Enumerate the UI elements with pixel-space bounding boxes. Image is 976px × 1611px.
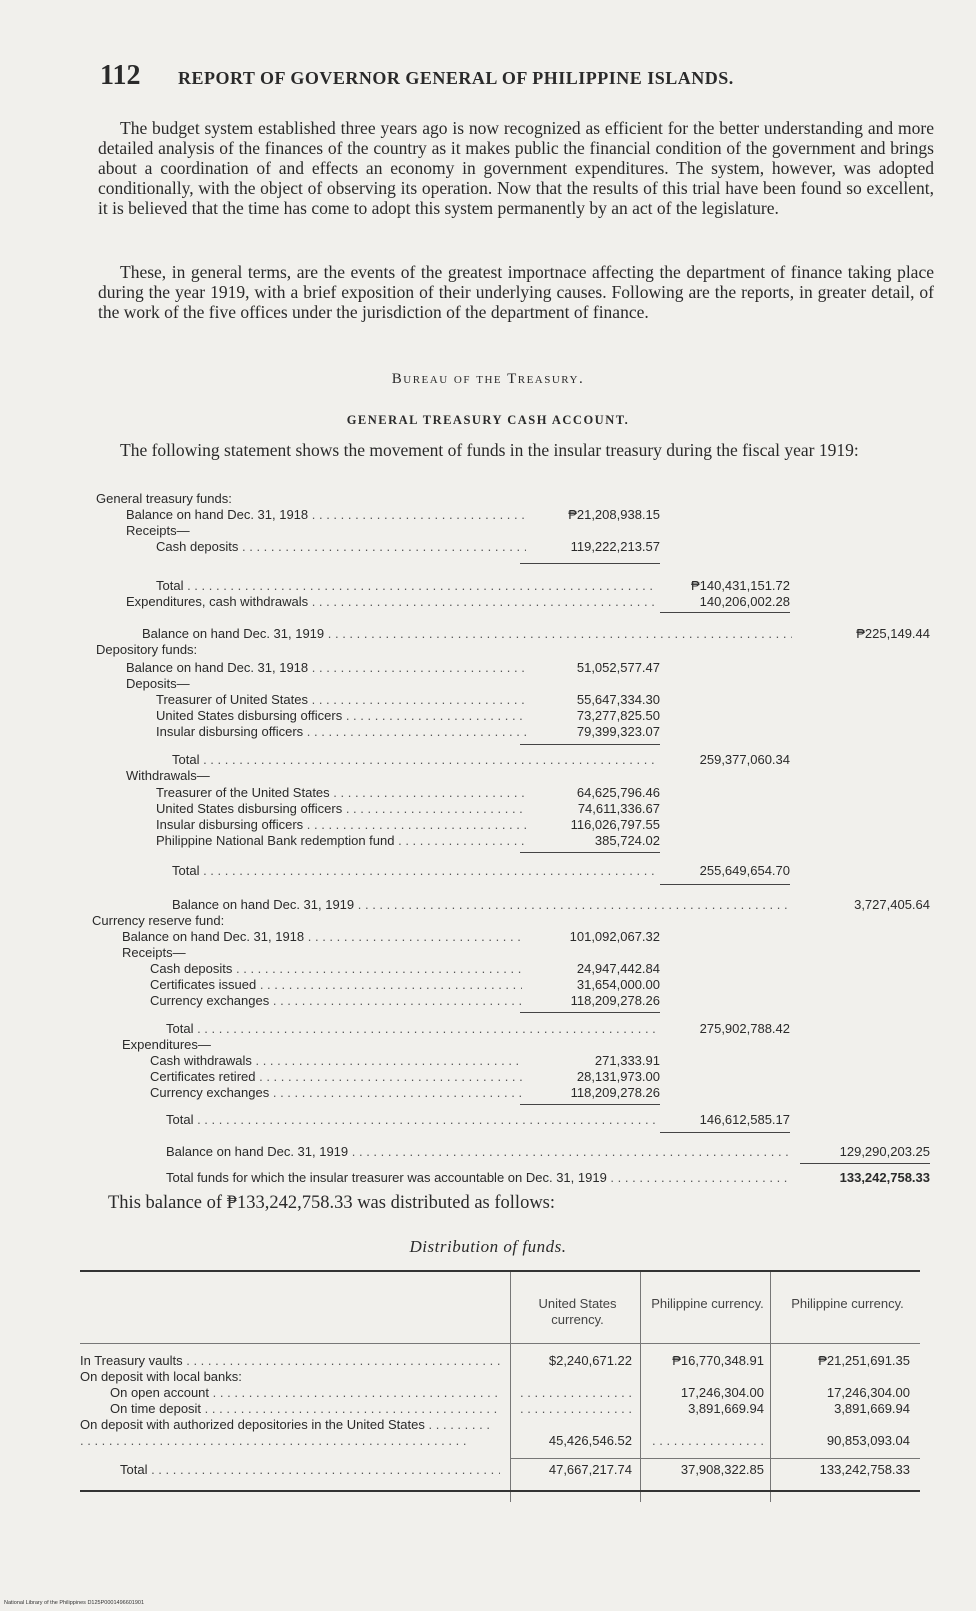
ledger-label: Certificates retired . . . bbox=[150, 1069, 522, 1084]
ledger-value: 259,377,060.34 bbox=[699, 752, 790, 767]
ledger-label: Cash deposits . . . bbox=[150, 961, 522, 976]
ledger-label: Balance on hand Dec. 31, 1918 . . . bbox=[126, 660, 526, 675]
ledger-label: Balance on hand Dec. 31, 1919 . . . bbox=[142, 626, 792, 641]
ledger-row bbox=[0, 578, 976, 594]
cell-total: 90,853,093.04 bbox=[826, 1433, 910, 1448]
ledger-label: Expenditures, cash withdrawals . . . bbox=[126, 594, 656, 609]
ledger-row bbox=[0, 626, 976, 642]
row-label: In Treasury vaults . . . bbox=[80, 1353, 500, 1368]
ledger-grand-total: 133,242,758.33 bbox=[839, 1170, 930, 1185]
table-row bbox=[80, 1353, 920, 1369]
ledger-label: Cash deposits . . . bbox=[156, 539, 526, 554]
ledger-row bbox=[0, 752, 976, 768]
ledger-label: Total . . . bbox=[166, 1112, 656, 1127]
ledger-value: ₱140,431,151.72 bbox=[690, 578, 790, 593]
paragraph-summary: These, in general terms, are the events of the greatest importnace affecting the department of finance taking place during the year 1919, with a brief exposition of their underlying causes. Following are the reports, in greater detail, of the work of the five offices under the jurisdiction of the department of finance. bbox=[98, 262, 934, 322]
ledger-label: Balance on hand Dec. 31, 1919 . . . bbox=[166, 1144, 792, 1159]
total-rule bbox=[800, 1163, 930, 1164]
ledger-row bbox=[0, 1037, 976, 1053]
table-bottom-rule bbox=[80, 1490, 920, 1492]
column-header: Philippine currency. bbox=[651, 1296, 764, 1311]
cell-total: ₱21,251,691.35 bbox=[818, 1353, 910, 1368]
ledger-value: 55,647,334.30 bbox=[576, 692, 660, 707]
table-row bbox=[80, 1401, 920, 1417]
ledger-value: ₱225,149.44 bbox=[856, 626, 930, 641]
row-label: Total . . . bbox=[120, 1462, 500, 1477]
ledger-row bbox=[0, 539, 976, 555]
ledger-label: United States disbursing officers . . . bbox=[156, 708, 526, 723]
ledger-label: Certificates issued . . . bbox=[150, 977, 522, 992]
distribution-table bbox=[80, 1266, 920, 1506]
total-rule bbox=[510, 1458, 920, 1459]
ledger-label: Total . . . bbox=[172, 863, 656, 878]
ledger-value: 146,612,585.17 bbox=[699, 1112, 790, 1127]
ledger-value: 116,026,797.55 bbox=[570, 817, 660, 832]
ledger-row bbox=[0, 708, 976, 724]
ledger-label: General treasury funds: bbox=[96, 491, 232, 506]
distribution-title: Distribution of funds. bbox=[409, 1237, 567, 1256]
ledger-row bbox=[0, 977, 976, 993]
ledger-label: Total . . . bbox=[156, 578, 656, 593]
cell-total: 17,246,304.00 bbox=[826, 1385, 910, 1400]
ledger-value: 119,222,213.57 bbox=[570, 539, 660, 554]
ledger-row bbox=[0, 676, 976, 692]
ledger-row bbox=[0, 768, 976, 784]
ledger-label: Receipts— bbox=[122, 945, 186, 960]
row-label: On time deposit . . . bbox=[110, 1401, 500, 1416]
subtotal-rule bbox=[520, 1104, 660, 1105]
paragraph-budget: The budget system established three years ago is now recognized as efficient for the better understanding and more detailed analysis of the finances of the country as it makes public the financial condition of the government and brings about a coordination of and effects an economy in government expenditures. The system, however, was adopted conditionally, with the object of observing its operation. Now that the results of this trial have been found so excellent, it is believed that the time has come to adopt this system permanently by an act of the legislature. bbox=[98, 118, 934, 218]
cell-ph: ₱16,770,348.91 bbox=[672, 1353, 764, 1368]
ledger-value: 271,333.91 bbox=[594, 1053, 660, 1068]
ledger-row bbox=[0, 642, 976, 658]
ledger-label: Philippine National Bank redemption fund . . . bbox=[156, 833, 526, 848]
ledger-label: United States disbursing officers . . . bbox=[156, 801, 526, 816]
ledger-label: Insular disbursing officers . . . bbox=[156, 724, 526, 739]
ledger-label: Total . . . bbox=[172, 752, 656, 767]
ledger-row bbox=[0, 507, 976, 523]
subtotal-rule bbox=[520, 744, 660, 745]
ledger-label: Treasurer of the United States . . . bbox=[156, 785, 526, 800]
cell-us: 47,667,217.74 bbox=[548, 1462, 632, 1477]
bureau-heading: Bureau of the Treasury. bbox=[391, 371, 585, 387]
ledger-value: 255,649,654.70 bbox=[699, 863, 790, 878]
ledger-row bbox=[0, 897, 976, 913]
row-label: On deposit with authorized depositories in the United States . . . bbox=[80, 1417, 490, 1449]
ledger-value: 64,625,796.46 bbox=[576, 785, 660, 800]
subtotal-rule bbox=[520, 563, 660, 564]
ledger-value: 74,611,336.67 bbox=[577, 801, 660, 816]
ledger-row bbox=[0, 491, 976, 507]
ledger-label: Withdrawals— bbox=[126, 768, 210, 783]
ledger-row bbox=[0, 1085, 976, 1101]
cell-us-empty bbox=[516, 1385, 632, 1400]
ledger-row bbox=[0, 1021, 976, 1037]
cell-total: 3,891,669.94 bbox=[834, 1401, 910, 1416]
table-row bbox=[80, 1417, 920, 1449]
ledger-label: Currency exchanges . . . bbox=[150, 993, 522, 1008]
ledger-value: 385,724.02 bbox=[594, 833, 660, 848]
page-number: 112 bbox=[100, 60, 141, 91]
ledger-value: 118,209,278.26 bbox=[570, 1085, 660, 1100]
ledger-row bbox=[0, 1053, 976, 1069]
subtotal-rule bbox=[520, 852, 660, 853]
row-label: On deposit with local banks: bbox=[80, 1369, 242, 1384]
ledger-row bbox=[0, 801, 976, 817]
table-row bbox=[80, 1462, 920, 1478]
ledger-row bbox=[0, 993, 976, 1009]
row-label: On open account . . . bbox=[110, 1385, 500, 1400]
cell-ph: 3,891,669.94 bbox=[688, 1401, 764, 1416]
ledger-value: 28,131,973.00 bbox=[576, 1069, 660, 1084]
ledger-row bbox=[0, 961, 976, 977]
column-header: Philippine currency. bbox=[791, 1296, 904, 1311]
ledger-row bbox=[0, 1144, 976, 1160]
ledger-row bbox=[0, 785, 976, 801]
ledger-value: 79,399,323.07 bbox=[576, 724, 660, 739]
ledger-value: 24,947,442.84 bbox=[576, 961, 660, 976]
ledger-value: 31,654,000.00 bbox=[576, 977, 660, 992]
subtotal-rule bbox=[660, 884, 790, 885]
ledger-row bbox=[0, 1112, 976, 1128]
ledger-row bbox=[0, 692, 976, 708]
ledger-label: Cash withdrawals . . . bbox=[150, 1053, 522, 1068]
ledger-value: 51,052,577.47 bbox=[576, 660, 660, 675]
cell-us-empty bbox=[516, 1401, 632, 1416]
table-row bbox=[80, 1369, 920, 1385]
ledger-value: ₱21,208,938.15 bbox=[568, 507, 660, 522]
cell-ph: 37,908,322.85 bbox=[680, 1462, 764, 1477]
subtotal-rule bbox=[660, 612, 790, 613]
cell-total: 133,242,758.33 bbox=[819, 1462, 910, 1477]
ledger-label: Balance on hand Dec. 31, 1918 . . . bbox=[126, 507, 526, 522]
account-heading: GENERAL TREASURY CASH ACCOUNT. bbox=[346, 413, 630, 427]
ledger-label: Expenditures— bbox=[122, 1037, 211, 1052]
subtotal-rule bbox=[660, 1132, 790, 1133]
ledger-label: Deposits— bbox=[126, 676, 190, 691]
ledger-row bbox=[0, 1069, 976, 1085]
cell-us: $2,240,671.22 bbox=[548, 1353, 632, 1368]
ledger-value: 101,092,067.32 bbox=[569, 929, 660, 944]
ledger-label: Total funds for which the insular treasurer was accountable on Dec. 31, 1919 . . . bbox=[166, 1170, 792, 1185]
ledger-value: 140,206,002.28 bbox=[699, 594, 790, 609]
ledger-label: Total . . . bbox=[166, 1021, 656, 1036]
ledger-label: Balance on hand Dec. 31, 1918 . . . bbox=[122, 929, 522, 944]
cell-us: 45,426,546.52 bbox=[548, 1433, 632, 1448]
header-rule bbox=[80, 1343, 920, 1344]
table-top-rule bbox=[80, 1270, 920, 1272]
subtotal-rule bbox=[520, 1012, 660, 1013]
ledger-label: Balance on hand Dec. 31, 1919 . . . bbox=[172, 897, 792, 912]
ledger-row bbox=[0, 833, 976, 849]
ledger-label: Currency exchanges . . . bbox=[150, 1085, 522, 1100]
ledger-row bbox=[0, 913, 976, 929]
ledger-value: 3,727,405.64 bbox=[854, 897, 930, 912]
ledger-row bbox=[0, 863, 976, 879]
cell-ph: 17,246,304.00 bbox=[680, 1385, 764, 1400]
table-row bbox=[80, 1385, 920, 1401]
distribution-intro: This balance of ₱133,242,758.33 was distributed as follows: bbox=[108, 1193, 556, 1213]
ledger-row bbox=[0, 945, 976, 961]
page-header bbox=[100, 60, 860, 96]
ledger-row bbox=[0, 594, 976, 610]
cell-ph-empty bbox=[646, 1433, 764, 1448]
ledger-label: Receipts— bbox=[126, 523, 190, 538]
ledger-row bbox=[0, 929, 976, 945]
paragraph-intro: The following statement shows the movement of funds in the insular treasury during the fiscal year 1919: bbox=[120, 440, 859, 460]
ledger-value: 129,290,203.25 bbox=[839, 1144, 930, 1159]
ledger-row bbox=[0, 523, 976, 539]
ledger-value: 118,209,278.26 bbox=[570, 993, 660, 1008]
scan-footer: National Library of the Philippines D125P0001496601901 bbox=[4, 1600, 145, 1606]
ledger-row bbox=[0, 817, 976, 833]
ledger-label: Depository funds: bbox=[96, 642, 198, 657]
column-header: United States currency. bbox=[538, 1296, 617, 1327]
ledger-value: 73,277,825.50 bbox=[576, 708, 660, 723]
ledger-row bbox=[0, 660, 976, 676]
ledger-row bbox=[0, 724, 976, 740]
ledger-row bbox=[0, 1170, 976, 1186]
ledger-label: Treasurer of United States . . . bbox=[156, 692, 526, 707]
ledger-label: Currency reserve fund: bbox=[92, 913, 225, 928]
ledger-value: 275,902,788.42 bbox=[699, 1021, 790, 1036]
ledger-label: Insular disbursing officers . . . bbox=[156, 817, 526, 832]
running-title: REPORT OF GOVERNOR GENERAL OF PHILIPPINE ISLANDS. bbox=[178, 68, 734, 88]
